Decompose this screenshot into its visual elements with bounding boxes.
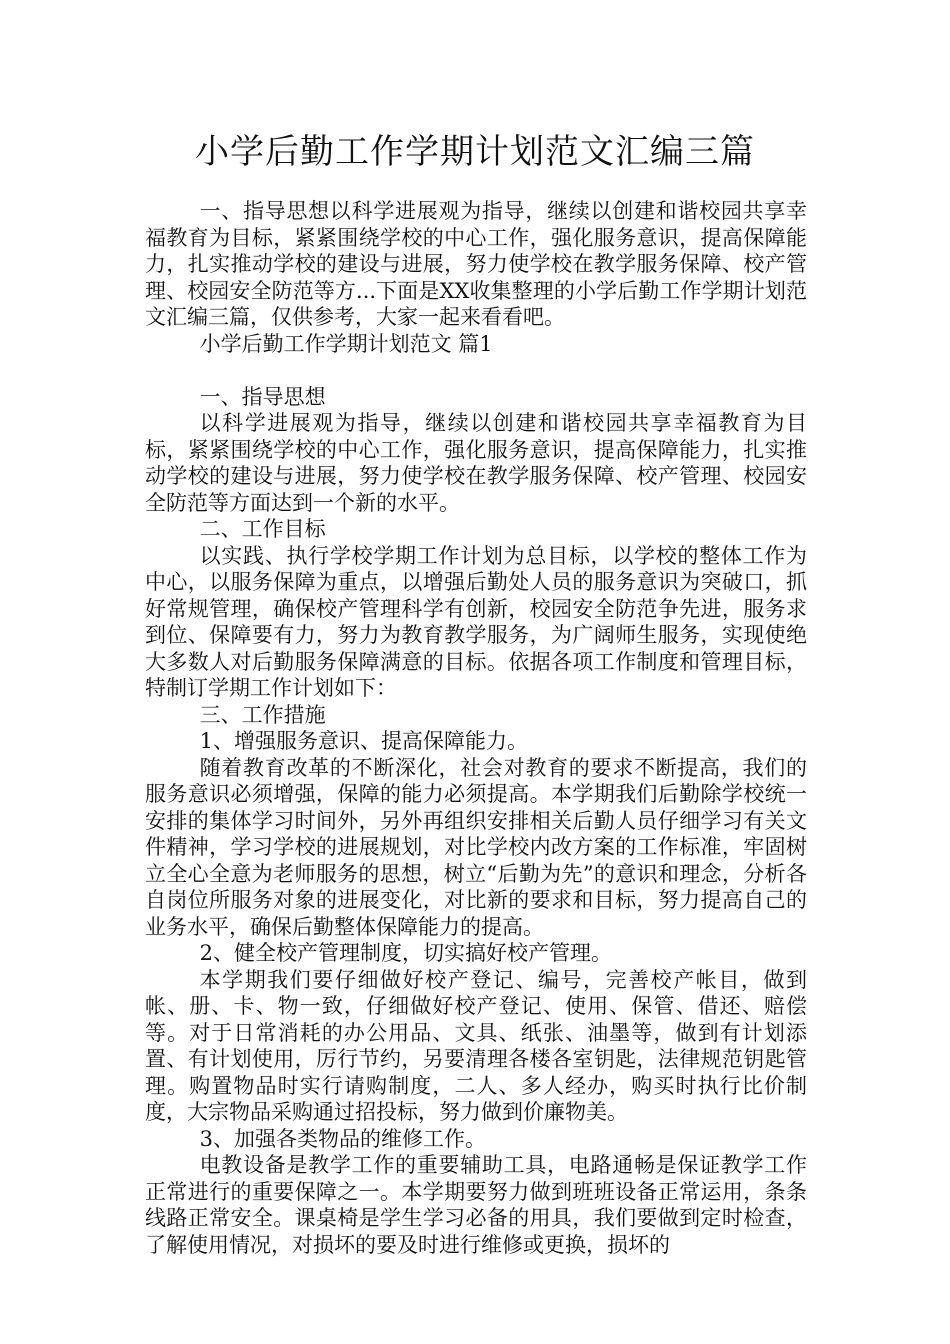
intro-paragraph: 一、指导思想以科学进展观为指导，继续以创建和谐校园共享幸福教育为目标，紧紧围绕学校的中心工作，强化服务意识，提高保障能力，扎实推动学校的建设与进展，努力使学校在教学服务保障、校产管理、校园安全防范等方...下面是XX收集整理的小学后勤工作学期计划范文汇编三篇，仅供参考，大家一起来看看吧。 [145,199,807,329]
heading-guiding-ideology: 一、指导思想 [199,384,326,409]
blank-line [145,357,807,384]
document-title: 小学后勤工作学期计划范文汇编三篇 [195,132,755,172]
paragraph-measure-2: 本学期我们要仔细做好校产登记、编号，完善校产帐目，做到帐、册、卡、物一致，仔细做好校产登记、使用、保管、借还、赔偿等。对于日常消耗的办公用品、文具、纸张、油墨等，做到有计划添置、有计划使用，厉行节约，另要清理各楼各室钥匙，法律规范钥匙管理。购置物品时实行请购制度，二人、多人经办，购买时执行比价制度，大宗物品采购通过招投标，努力做到价廉物美。 [145,967,807,1124]
subheading-measure-1: 1、增强服务意识、提高保障能力。 [199,729,528,753]
paragraph-work-goals: 以实践、执行学校学期工作计划为总目标，以学校的整体工作为中心，以服务保障为重点，以增强后勤处人员的服务意识为突破口，抓好常规管理，确保校产管理科学有创新，校园安全防范争先进，服务求到位、保障要有力，努力为教育教学服务，为广阔师生服务，实现使绝大多数人对后勤服务保障满意的目标。依据各项工作制度和管理目标，特制订学期工作计划如下： [145,543,807,700]
paragraph-measure-3: 电教设备是教学工作的重要辅助工具，电路通畅是保证教学工作正常进行的重要保障之一。本学期要努力做到班班设备正常运用，条条线路正常安全。课桌椅是学生学习必备的用具，我们要做到定时检查，了解使用情况，对损坏的要及时进行维修或更换，损坏的 [145,1153,807,1257]
paragraph-guiding-ideology: 以科学进展观为指导，继续以创建和谐校园共享幸福教育为目标，紧紧围绕学校的中心工作，强化服务意识，提高保障能力，扎实推动学校的建设与进展，努力使学校在教学服务保障、校产管理、校园安全防范等方面达到一个新的水平。 [145,411,807,515]
subheading-measure-2: 2、健全校产管理制度，切实搞好校产管理。 [199,941,612,965]
document-body [145,198,807,1258]
heading-work-goals: 二、工作目标 [199,517,326,541]
subheading-measure-3: 3、加强各类物品的维修工作。 [199,1126,486,1151]
heading-work-measures: 三、工作措施 [199,702,326,727]
paragraph-measure-1: 随着教育改革的不断深化，社会对教育的要求不断提高，我们的服务意识必须增强，保障的能力必须提高。本学期我们后勤除学校统一安排的集体学习时间外，另外再组织安排相关后勤人员仔细学习有关文件精神，学习学校的进展规划，对比学校内改方案的工作标准，牢固树立全心全意为老师服务的思想，树立“后勤为先”的意识和理念，分析各自岗位所服务对象的进展变化，对比新的要求和目标，努力提高自己的业务水平，确保后勤整体保障能力的提高。 [145,755,807,939]
section-heading-article-1: 小学后勤工作学期计划范文 篇1 [199,331,493,356]
